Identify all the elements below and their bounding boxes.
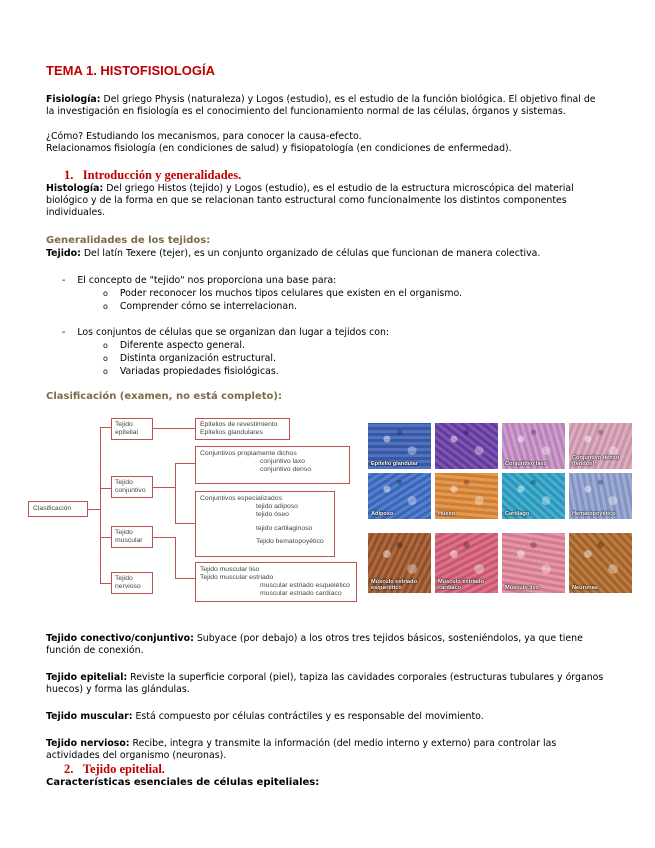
fisiologia-line2: la investigación en fisiología es el conocimiento del funcionamiento normal de las células, órganos y sistemas. [46,106,566,117]
list1-item [103,288,462,300]
def-nervioso-line2: actividades del organismo (neuronas). [46,750,227,761]
list1-marker: o [103,302,108,311]
def-nervioso-line1: Recibe, integra y transmite la información (del medio interno y externo) para controlar las [132,738,557,749]
list2-item [103,353,276,365]
histology-tile-label: Cartílago [505,511,530,517]
list2-marker: o [103,354,108,363]
histology-tile-label: Hueso [438,511,456,517]
diagram-epitelial: Tejido epitelial [111,418,153,440]
diagram-musculo-item: Tejido muscular estriado [200,574,274,581]
histologia-line1: Del griego Histos (tejido) y Logos (estudio), es el estudio de la estructura microscópica del material [106,183,574,194]
diagram-conj-esp-item: tejido adiposo [256,503,298,510]
def-epitelial [46,672,603,696]
list2-marker: o [103,341,108,350]
def-epitelial-line1: Reviste la superficie corporal (piel), tapiza las cavidades corporales (estructuras tubulares y órganos [130,672,604,683]
histology-tile [435,423,498,469]
clasificacion-heading: Clasificación (examen, no está completo): [46,391,282,402]
histology-tile-label: Conjuntivo laxo [505,461,547,467]
section2-heading [64,762,165,777]
def-muscular-line1: Está compuesto por células contráctiles y es responsable del movimiento. [135,711,484,722]
histology-tile [368,533,431,593]
como-paragraph [46,131,512,155]
diagram-musculo-item: muscular estriado cardíaco [260,590,342,597]
histology-tile-label: Neuronas [572,585,598,591]
diagram-nervioso: Tejido nervioso [111,572,153,594]
histologia-paragraph [46,183,574,219]
fisiologia-term: Fisiología: [46,94,101,105]
diagram-epitelios-item: Epitelios de revestimiento [200,421,278,428]
section1-number: 1. [64,168,74,182]
list2-header [62,327,389,339]
list1-header [62,275,336,287]
histologia-term: Histología: [46,183,104,194]
list1-marker: o [103,289,108,298]
def-conectivo-term: Tejido conectivo/conjuntivo: [46,633,194,644]
diagram-conjuntivo: Tejido conjuntivo [111,476,153,498]
diagram-conj-esp-item: Conjuntivos especializados [200,495,282,502]
histologia-line2: biológico y de la forma en que se relacionan tanto estructural como funcionalmente los distintos componentes [46,195,567,206]
histology-tile [435,533,498,593]
section2-title: Tejido epitelial. [82,762,165,776]
list2-dash: - [62,327,66,338]
histology-tile [368,473,431,519]
list1-item [103,301,297,313]
histology-tile [569,533,632,593]
generalidades-heading: Generalidades de los tejidos: [46,235,211,246]
diagram-conj-especializados-box [195,491,335,557]
def-nervioso-term: Tejido nervioso: [46,738,130,749]
diagram-epitelios-box [195,418,290,440]
histology-tile [435,473,498,519]
def-conectivo-line2: función de conexión. [46,645,144,656]
list2-item [103,340,245,352]
diagram-musculo-box [195,562,357,602]
diagram-conj-esp-item: tejido cartilaginoso [256,525,313,532]
histology-tile [368,423,431,469]
section2-number: 2. [64,762,74,776]
tejido-term: Tejido: [46,248,81,259]
diagram-conj-propios-item: conjuntivo laxo [260,458,305,465]
def-muscular-term: Tejido muscular: [46,711,133,722]
histology-tile [502,423,565,469]
list2-item [103,366,279,378]
caracteristicas-heading: Características esenciales de células epiteliales: [46,777,320,788]
fisiologia-paragraph [46,94,596,118]
def-epitelial-line2: huecos) y forma las glándulas. [46,684,190,695]
page-title: TEMA 1. HISTOFISIOLOGÍA [46,63,216,78]
diagram-epitelios-item: Epitelios glandulares [200,429,263,436]
diagram-conj-propios-box [195,446,350,484]
list2-marker: o [103,367,108,376]
histology-tile-label: Hematopoyético [572,511,616,517]
histology-image-grid [368,423,632,597]
diagram-musculo-item: Tejido muscular liso [200,566,260,573]
tejido-definition [46,248,540,260]
diagram-musculo-item: muscular estriado esquelético [260,582,350,589]
list2-item-text: Variadas propiedades fisiológicas. [119,366,279,377]
histologia-line3: individuales. [46,207,106,218]
section1-title: Introducción y generalidades. [82,168,242,182]
list1-text: El concepto de "tejido" nos proporciona una base para: [77,275,337,286]
histology-tile-label: Epitelio glandular [371,461,418,467]
diagram-conj-propios-item: conjuntivo denso [260,466,312,473]
fisiologia-line1: Del griego Physis (naturaleza) y Logos (estudio), es el estudio de la función biológica. El objetivo final de [103,94,596,105]
def-muscular [46,711,484,723]
histology-tile-label: Músculo estriado esquelético [371,579,418,591]
diagram-conj-propios-item: Conjuntivos propiamente dichos [200,450,297,457]
list2-text: Los conjuntos de células que se organizan dan lugar a tejidos con: [77,327,390,338]
list1-item-text: Poder reconocer los muchos tipos celulares que existen en el organismo. [119,288,463,299]
histology-tile [569,473,632,519]
list1-dash: - [62,275,66,286]
diagram-root: Clasificación [28,501,88,517]
list2-item-text: Distinta organización estructural. [119,353,276,364]
def-epitelial-term: Tejido epitelial: [46,672,128,683]
como-line2: Relacionamos fisiología (en condiciones de salud) y fisiopatología (en condiciones de enfermedad). [46,143,512,154]
histology-tile-label: Músculo liso [505,585,539,591]
diagram-conj-esp-item: Tejido hematopoyético [256,538,324,545]
histology-tile [502,533,565,593]
list1-item-text: Comprender cómo se interrelacionan. [119,301,298,312]
como-line1: ¿Cómo? Estudiando los mecanismos, para conocer la causa-efecto. [46,131,362,142]
histology-tile [502,473,565,519]
diagram-conj-esp-item: tejido óseo [256,511,289,518]
histology-tile-label: Músculo estriado cardíaco [438,579,485,591]
section1-heading [64,168,241,183]
histology-tile-label: Adiposo [371,511,394,517]
def-conectivo [46,633,583,657]
tejido-text: Del latín Texere (tejer), es un conjunto organizado de células que funcionan de manera colectiva. [83,248,541,259]
histology-tile [569,423,632,469]
histology-tile-label: Conjuntivo denso (tendón) [572,455,620,467]
diagram-muscular: Tejido muscular [111,526,153,548]
list2-item-text: Diferente aspecto general. [119,340,246,351]
def-nervioso [46,738,556,762]
def-conectivo-line1: Subyace (por debajo) a los otros tres tejidos básicos, sosteniéndolos, ya que tiene [196,633,583,644]
